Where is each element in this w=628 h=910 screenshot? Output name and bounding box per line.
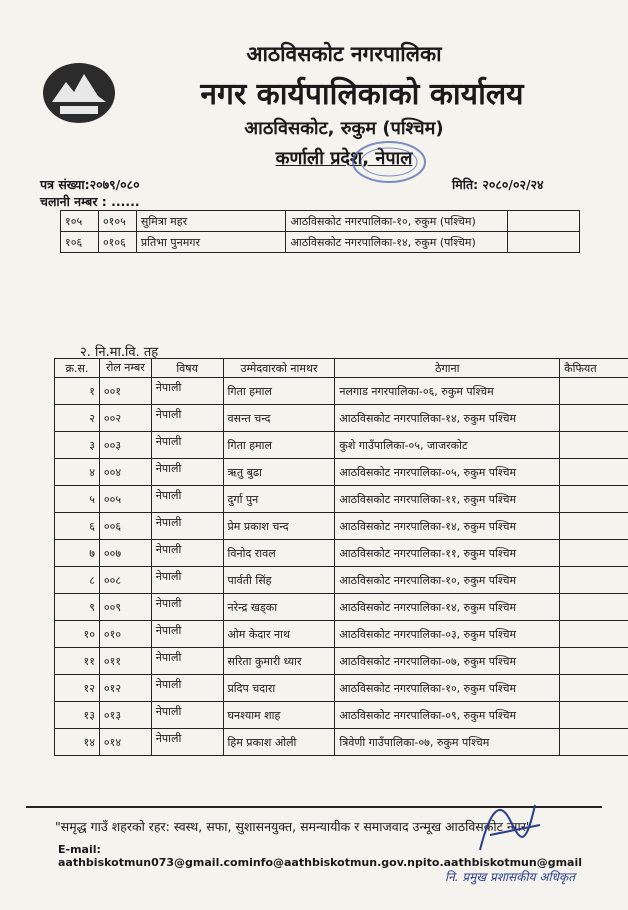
col-roll: रोल नम्बर — [99, 359, 151, 378]
cell-name: प्रेम प्रकाश चन्द — [223, 513, 335, 540]
cell-name: हिम प्रकाश ओली — [223, 729, 335, 756]
province: कर्णाली प्रदेश, नेपाल — [275, 148, 413, 169]
footer-email: E-mail: aathbiskotmun073@gmail.cominfo@aathbiskotmun.gov.npito.aathbiskotmun@gmail — [58, 843, 583, 869]
cell-subject: नेपाली — [151, 459, 223, 486]
cell-address: कुशे गाउँपालिका-०५, जाजरकोट — [335, 432, 560, 459]
cell-roll: ००७ — [99, 540, 151, 567]
cell-sn: ८ — [55, 567, 100, 594]
cell-sn: २ — [55, 405, 100, 432]
cell-address: आठविसकोट नगरपालिका-११, रुकुम पश्चिम — [335, 540, 560, 567]
cell-subject: नेपाली — [151, 729, 223, 756]
table-row — [55, 675, 628, 702]
cell-remark — [560, 540, 628, 567]
cell-address: आठविसकोट नगरपालिका-१४, रुकुम पश्चिम — [335, 405, 560, 432]
cell-name: ऋतु बुढा — [223, 459, 335, 486]
cell-remark — [560, 567, 628, 594]
cell-name: पार्वती सिंह — [223, 567, 335, 594]
table-row — [61, 232, 580, 253]
col-sn: क्र.स. — [55, 359, 100, 378]
cell-remark — [560, 405, 628, 432]
cell-address: त्रिवेणी गाउँपालिका-०७, रुकुम पश्चिम — [335, 729, 560, 756]
cell-sn: ४ — [55, 459, 100, 486]
table-row — [55, 702, 628, 729]
cell-name: विनोद रावल — [223, 540, 335, 567]
cell-subject: नेपाली — [151, 567, 223, 594]
cell-address: नलगाड नगरपालिका-०६, रुकुम पश्चिम — [335, 378, 560, 405]
cell-roll: ००३ — [99, 432, 151, 459]
table-row — [55, 621, 628, 648]
cell-name: सरिता कुमारी ध्यार — [223, 648, 335, 675]
cell-remark — [560, 621, 628, 648]
table-row — [55, 378, 628, 405]
cell-remark — [560, 729, 628, 756]
cell-roll: ००२ — [99, 405, 151, 432]
cell-sn: ९ — [55, 594, 100, 621]
cell-remark — [560, 513, 628, 540]
office-title: नगर कार्यपालिकाको कार्यालय — [200, 77, 524, 112]
office-stamp — [350, 140, 428, 184]
table-row — [55, 729, 628, 756]
cell-name: गिता हमाल — [223, 432, 335, 459]
date: मिति: २०८०/०२/२४ — [452, 177, 544, 192]
cell-roll: ०१० — [99, 621, 151, 648]
cell-roll: ००५ — [99, 486, 151, 513]
col-name: उम्मेदवारको नामथर — [223, 359, 335, 378]
table-row — [55, 594, 628, 621]
cell-sn: ११ — [55, 648, 100, 675]
cell-sn: १०५ — [61, 211, 99, 232]
cell-roll: ०१०५ — [98, 211, 136, 232]
cell-name: वसन्त चन्द — [223, 405, 335, 432]
cell-remark — [508, 232, 580, 253]
cell-remark — [560, 594, 628, 621]
cell-roll: ००१ — [99, 378, 151, 405]
cell-subject: नेपाली — [151, 540, 223, 567]
cell-address: आठविसकोट नगरपालिका-०९, रुकुम पश्चिम — [335, 702, 560, 729]
table-row — [55, 513, 628, 540]
cell-subject: नेपाली — [151, 621, 223, 648]
cell-roll: ०१२ — [99, 675, 151, 702]
cell-sn: १४ — [55, 729, 100, 756]
cell-sn: ६ — [55, 513, 100, 540]
table-row — [55, 540, 628, 567]
cell-address: आठविसकोट नगरपालिका-१०, रुकुम पश्चिम — [335, 675, 560, 702]
cell-subject: नेपाली — [151, 648, 223, 675]
cell-address: आठविसकोट नगरपालिका-०३, रुकुम पश्चिम — [335, 621, 560, 648]
cell-address: आठविसकोट नगरपालिका-०५, रुकुम पश्चिम — [335, 459, 560, 486]
table-row — [55, 567, 628, 594]
cell-address: आठविसकोट नगरपालिका-११, रुकुम पश्चिम — [335, 486, 560, 513]
col-remark: कैफियत — [560, 359, 628, 378]
signature — [470, 790, 550, 862]
office-location: आठविसकोट, रुकुम (पश्चिम) — [244, 118, 444, 139]
cell-sn: ३ — [55, 432, 100, 459]
dispatch-number: चलानी नम्बर : ...... — [40, 194, 140, 209]
candidate-table — [54, 358, 628, 756]
cell-subject: नेपाली — [151, 594, 223, 621]
cell-subject: नेपाली — [151, 378, 223, 405]
table-header-row — [55, 359, 628, 378]
cell-sn: १०६ — [61, 232, 99, 253]
cell-remark — [508, 211, 580, 232]
cell-roll: ००६ — [99, 513, 151, 540]
table-row — [55, 432, 628, 459]
cell-name: गिता हमाल — [223, 378, 335, 405]
cell-subject: नेपाली — [151, 405, 223, 432]
cell-sn: १२ — [55, 675, 100, 702]
cell-subject: नेपाली — [151, 513, 223, 540]
cell-sn: १३ — [55, 702, 100, 729]
cell-name: प्रतिभा पुनमगर — [136, 232, 286, 253]
letter-number: पत्र संख्या:२०७९/०८० — [40, 177, 140, 192]
cell-remark — [560, 486, 628, 513]
table-row — [55, 486, 628, 513]
cell-subject: नेपाली — [151, 432, 223, 459]
table-row — [61, 211, 580, 232]
col-subject: विषय — [151, 359, 223, 378]
cell-remark — [560, 459, 628, 486]
cell-subject: नेपाली — [151, 702, 223, 729]
footer-motto: "समृद्ध गाउँ शहरको रहर: स्वस्थ, सफा, सुशासनयुक्त, समन्यायीक र समाजवाद उन्मूख आठविसकोट नगर" — [55, 819, 532, 834]
table-row — [55, 405, 628, 432]
cell-name: ओम केदार नाथ — [223, 621, 335, 648]
cell-name: घनश्याम शाह — [223, 702, 335, 729]
table-row — [55, 459, 628, 486]
cell-roll: ००८ — [99, 567, 151, 594]
cell-address: आठविसकोट नगरपालिका-०७, रुकुम पश्चिम — [335, 648, 560, 675]
section-heading: २. नि.मा.वि. तह — [80, 345, 159, 360]
cell-roll: ०१३ — [99, 702, 151, 729]
cell-subject: नेपाली — [151, 675, 223, 702]
cell-remark — [560, 675, 628, 702]
cell-roll: ०१४ — [99, 729, 151, 756]
cell-sn: ७ — [55, 540, 100, 567]
signatory-title: नि. प्रमुख प्रशासकीय अधिकृत — [445, 870, 576, 884]
cell-address: आठविसकोट नगरपालिका-१०, रुकुम पश्चिम — [335, 567, 560, 594]
cell-address: आठविसकोट नगरपालिका-१०, रुकुम (पश्चिम) — [286, 211, 508, 232]
previous-list-table — [60, 210, 580, 253]
cell-name: नरेन्द्र खड्का — [223, 594, 335, 621]
cell-remark — [560, 432, 628, 459]
cell-sn: ५ — [55, 486, 100, 513]
cell-name: प्रदिप चदारा — [223, 675, 335, 702]
table-row — [55, 648, 628, 675]
org-name: आठविसकोट नगरपालिका — [246, 42, 442, 66]
cell-roll: ०१०६ — [98, 232, 136, 253]
cell-roll: ०११ — [99, 648, 151, 675]
cell-remark — [560, 378, 628, 405]
cell-roll: ००४ — [99, 459, 151, 486]
cell-name: दुर्गा पुन — [223, 486, 335, 513]
cell-remark — [560, 648, 628, 675]
col-address: ठेगाना — [335, 359, 560, 378]
cell-name: सुमित्रा महर — [136, 211, 286, 232]
cell-address: आठविसकोट नगरपालिका-१४, रुकुम (पश्चिम) — [286, 232, 508, 253]
cell-roll: ००९ — [99, 594, 151, 621]
cell-remark — [560, 702, 628, 729]
cell-sn: १० — [55, 621, 100, 648]
cell-address: आठविसकोट नगरपालिका-१४, रुकुम पश्चिम — [335, 594, 560, 621]
cell-address: आठविसकोट नगरपालिका-१४, रुकुम पश्चिम — [335, 513, 560, 540]
cell-sn: १ — [55, 378, 100, 405]
cell-subject: नेपाली — [151, 486, 223, 513]
